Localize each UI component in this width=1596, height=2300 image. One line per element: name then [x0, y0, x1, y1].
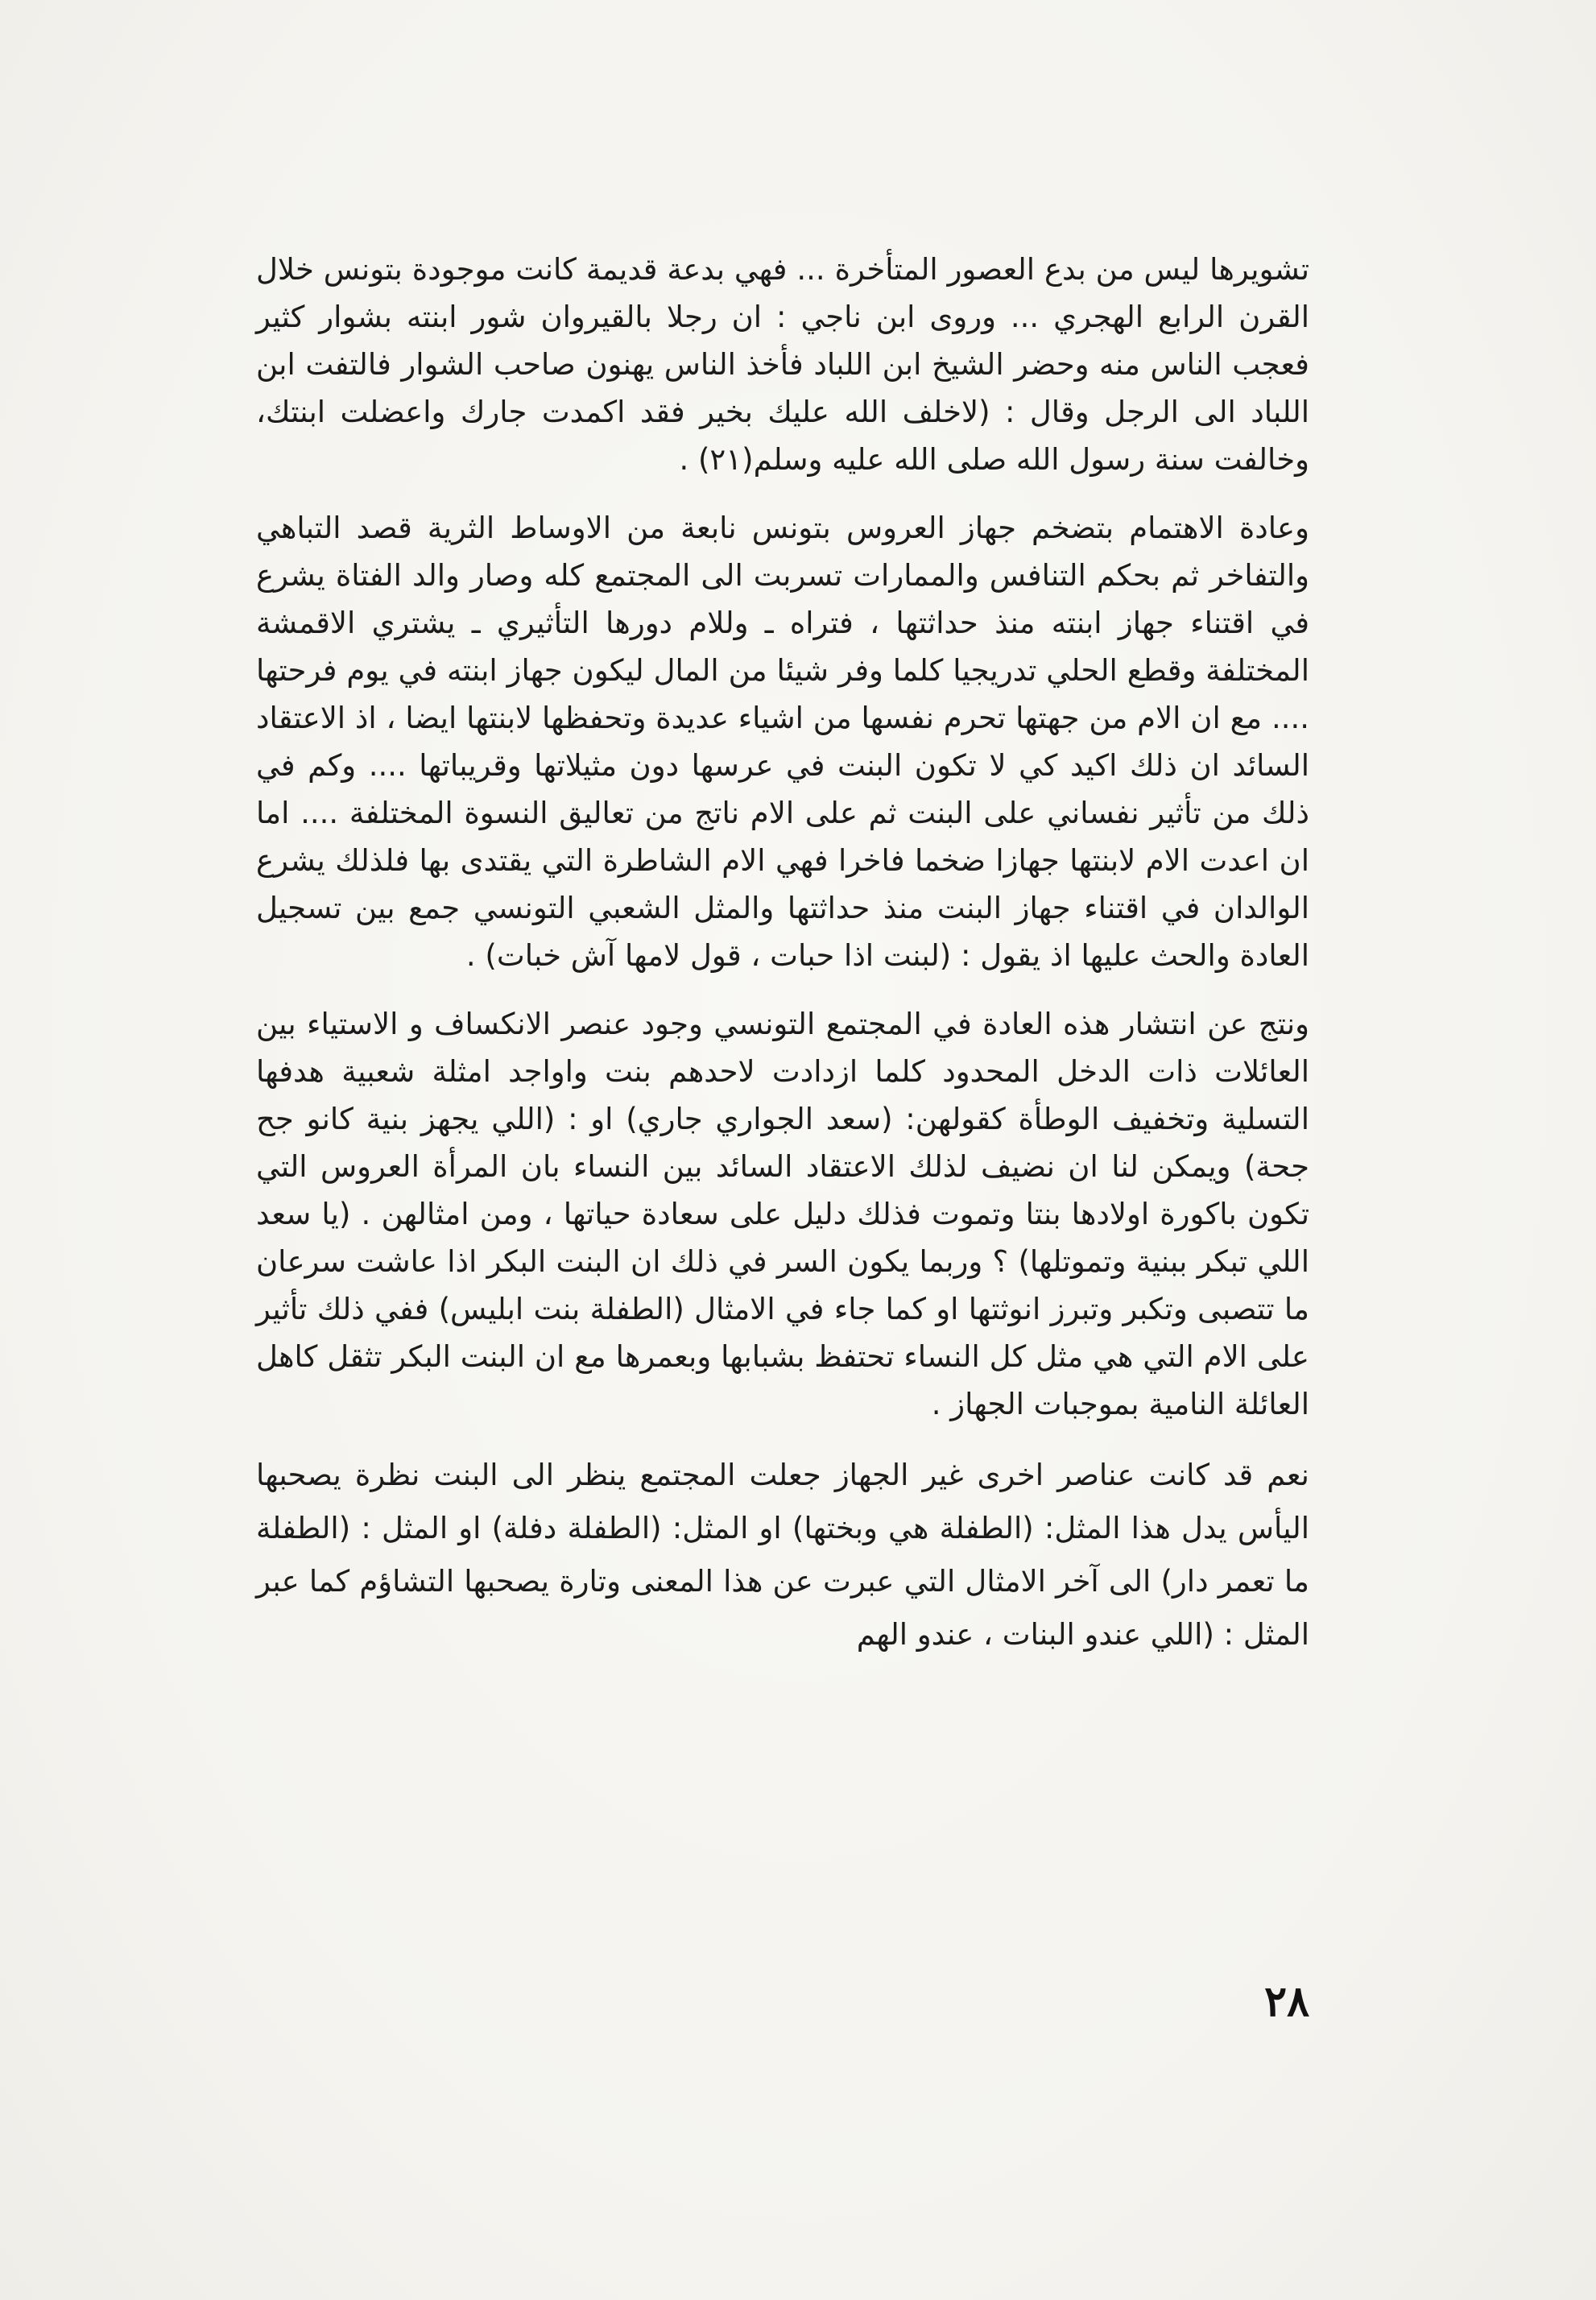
- page-number: ٢٨: [1264, 1977, 1309, 2026]
- paragraph-2: وعادة الاهتمام بتضخم جهاز العروس بتونس نابعة من الاوساط الثرية قصد التباهي والتفاخر ثم بحكم التنافس والممارات تسربت الى المجتمع كله وصار والد الفتاة يشرع في اقتناء جهاز ابنته منذ حداثتها ، فتراه ـ وللام دورها التأثيري ـ يشتري الاقمشة المختلفة وقطع الحلي تدريجيا كلما وفر شيئا من المال ليكون جهاز ابنته في يوم فرحتها .... مع ان الام من جهتها تحرم نفسها من اشياء عديدة وتحفظها لابنتها ايضا ، اذ الاعتقاد السائد ان ذلك اكيد كي لا تكون البنت في عرسها دون مثيلاتها وقريباتها .... وكم في ذلك من تأثير نفساني على البنت ثم على الام ناتج من تعاليق النسوة المختلفة .... اما ان اعدت الام لابنتها جهازا ضخما فاخرا فهي الام الشاطرة التي يقتدى بها فلذلك يشرع الوالدان في اقتناء جهاز البنت منذ حداثتها والمثل الشعبي التونسي جمع بين تسجيل العادة والحث عليها اذ يقول : (لبنت اذا حبات ، قول لامها آش خبات) .: [256, 511, 1309, 973]
- paragraph-1: تشويرها ليس من بدع العصور المتأخرة ... فهي بدعة قديمة كانت موجودة بتونس خلال القرن الرابع الهجري ... وروى ابن ناجي : ان رجلا بالقيروان شور ابنته بشوار كثير فعجب الناس منه وحضر الشيخ ابن اللباد فأخذ الناس يهنون صاحب الشوار فالتفت ابن اللباد الى الرجل وقال : (لاخلف الله عليك بخير فقد اكمدت جارك واعضلت ابنتك، وخالفت سنة رسول الله صلى الله عليه وسلم(٢١) .: [256, 252, 1309, 477]
- body-text: [256, 246, 1309, 1661]
- paragraph-4: نعم قد كانت عناصر اخرى غير الجهاز جعلت المجتمع ينظر الى البنت نظرة يصحبها اليأس يدل هذا المثل: (الطفلة هي وبختها) او المثل: (الطفلة دفلة) او المثل : (الطفلة ما تعمر دار) الى آخر الامثال التي عبرت عن هذا المعنى وتارة يصحبها التشاؤم كما عبر المثل : (اللي عندو البنات ، عندو الهم: [256, 1458, 1309, 1652]
- paragraph-3: ونتج عن انتشار هذه العادة في المجتمع التونسي وجود عنصر الانكساف و الاستياء بين العائلات ذات الدخل المحدود كلما ازدادت لاحدهم بنت واواجد امثلة شعبية هدفها التسلية وتخفيف الوطأة كقولهن: (سعد الجواري جاري) او : (اللي يجهز بنية كانو جح جحة) ويمكن لنا ان نضيف لذلك الاعتقاد السائد بين النساء بان المرأة العروس التي تكون باكورة اولادها بنتا وتموت فذلك دليل على سعادة حياتها ، ومن امثالهن . (يا سعد اللي تبكر ببنية وتموتلها) ؟ وربما يكون السر في ذلك ان البنت البكر اذا عاشت سرعان ما تتصبى وتكبر وتبرز انوثتها او كما جاء في الامثال (الطفلة بنت ابليس) ففي ذلك تأثير على الام التي هي مثل كل النساء تحتفظ بشبابها وبعمرها مع ان البنت البكر تثقل كاهل العائلة النامية بموجبات الجهاز .: [256, 1007, 1309, 1421]
